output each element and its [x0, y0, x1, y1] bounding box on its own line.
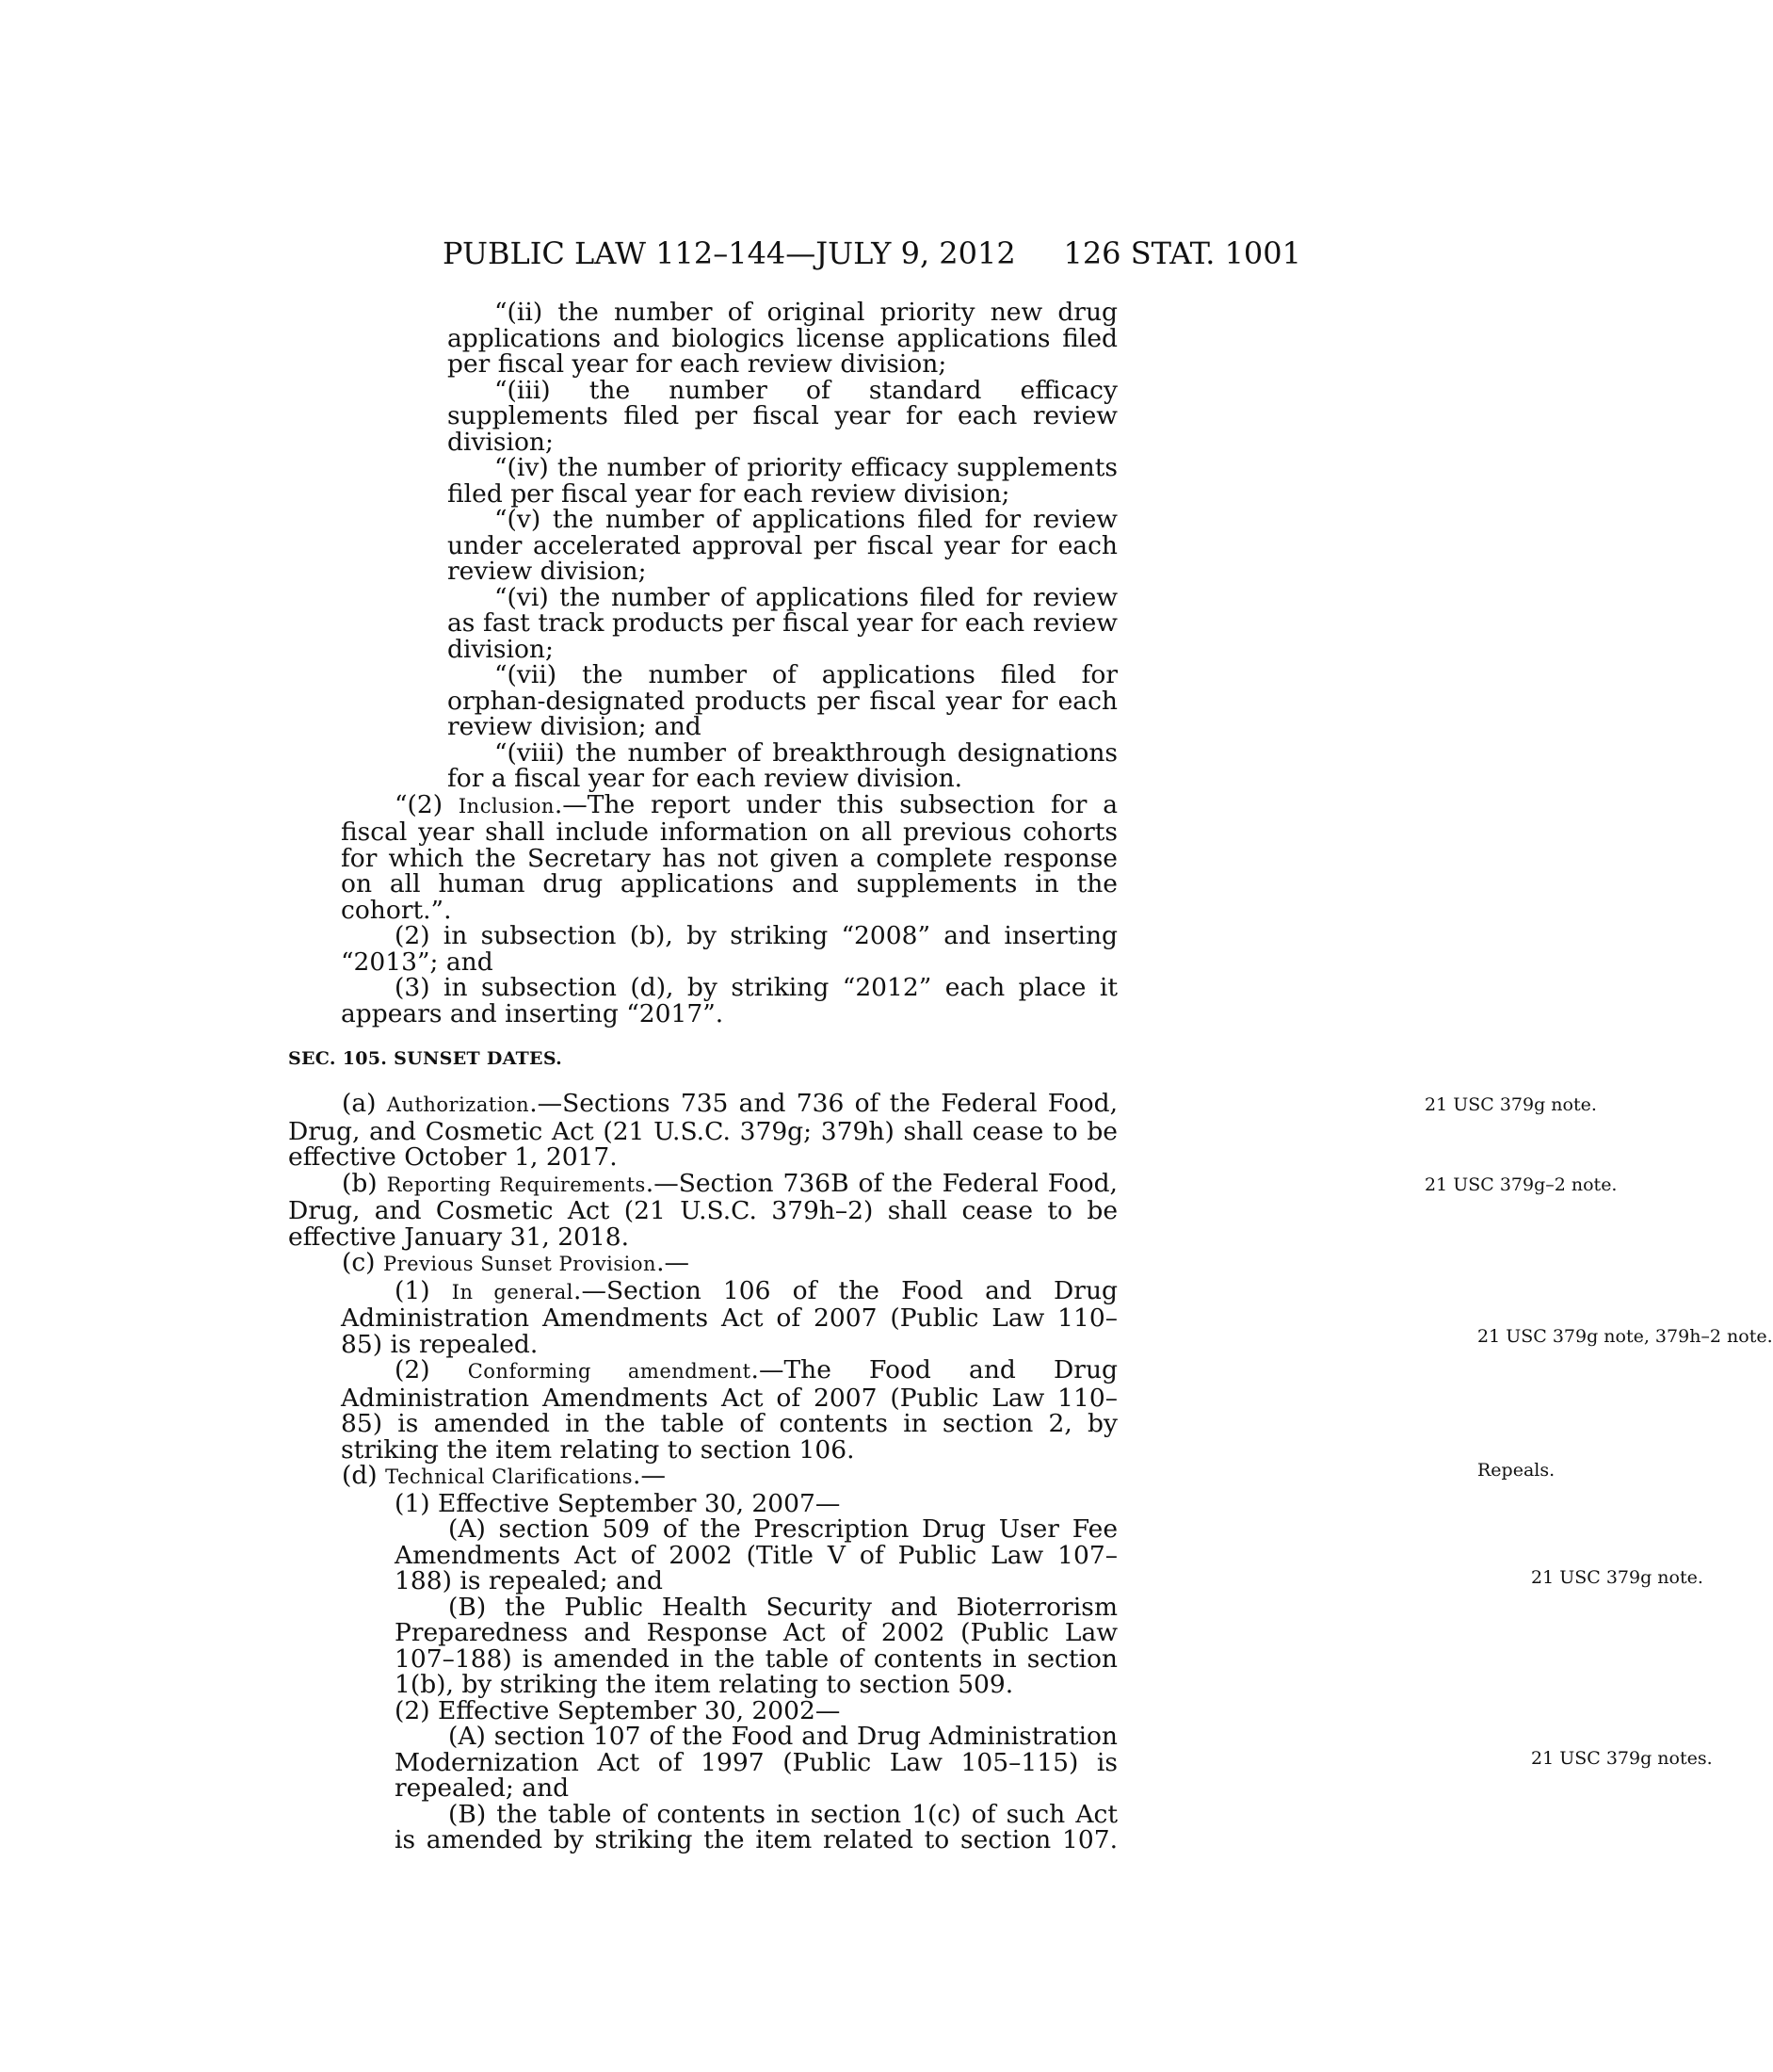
paragraph-inclusion — [341, 789, 1118, 925]
subsection-d-text: .— — [633, 1461, 666, 1490]
paragraph-c1-text: .—Section 106 of the Food and Drug Administration Amendments Act of 2007 (Public Law 110–85) is repealed. — [341, 1275, 1118, 1359]
paragraph-d1: (1) Effective September 30, 2007— — [395, 1488, 841, 1518]
page-number: 126 STAT. 1001 — [1063, 235, 1301, 271]
subsection-c — [288, 1250, 1118, 1278]
paragraph-d2A — [395, 1722, 1713, 1803]
paragraph-c2-heading: Conforming amendment — [467, 1360, 751, 1383]
paragraph-2: (2) in subsection (b), by striking “2008” and inserting “2013”; and — [341, 921, 1118, 977]
clause-ii: “(ii) the number of original priority new drug applications and biologics license applications filed per fiscal year for each review division; — [447, 298, 1118, 379]
clause-iii: “(iii) the number of standard efficacy supplements filed per fiscal year for each review division; — [447, 375, 1118, 457]
section-heading: SEC. 105. SUNSET DATES. — [288, 1048, 563, 1069]
subsection-a-lead: (a) — [342, 1089, 387, 1118]
paragraph-d1A-text: (A) section 509 of the Prescription Drug User Fee Amendments Act of 2002 (Title V of Public Law 107–188) is repealed; and — [395, 1514, 1118, 1595]
margin-note-b: 21 USC 379g–2 note. — [1425, 1174, 1618, 1195]
subsection-b-heading: Reporting Requirements — [386, 1173, 646, 1196]
clause-viii: “(viii) the number of breakthrough designations for a fiscal year for each review division. — [447, 737, 1118, 793]
paragraph-c1-lead: (1) — [395, 1275, 452, 1305]
paragraph-c1-heading: In general — [451, 1280, 574, 1303]
clause-vii: “(vii) the number of applications filed for orphan-designated products per fiscal year for each review division; and — [447, 660, 1118, 741]
clause-iv: “(iv) the number of priority efficacy supplements filed per fiscal year for each review division; — [447, 453, 1118, 509]
paragraph-d2A-text: (A) section 107 of the Food and Drug Administration Modernization Act of 1997 (Public Law 105–115) is repealed; and — [395, 1722, 1118, 1803]
subsection-c-text: .— — [656, 1248, 689, 1277]
subsection-c-heading: Previous Sunset Provision — [382, 1253, 657, 1275]
subsection-a-text: .—Sections 735 and 736 of the Federal Food, Drug, and Cosmetic Act (21 U.S.C. 379g; 379h) shall cease to be effective October 1, 2017. — [288, 1089, 1118, 1172]
subsection-a-heading: Authorization — [386, 1093, 530, 1116]
subsection-b-lead: (b) — [342, 1168, 387, 1198]
subsection-a — [288, 1089, 1597, 1172]
paragraph-d2: (2) Effective September 30, 2002— — [395, 1695, 841, 1725]
clause-vi: “(vi) the number of applications filed for review as fast track products per fiscal year for each review division; — [447, 582, 1118, 664]
inclusion-lead: “(2) — [395, 789, 459, 819]
margin-note-d2A: 21 USC 379g notes. — [1531, 1748, 1713, 1769]
margin-note-c1: 21 USC 379g note, 379h–2 note. — [1477, 1325, 1773, 1347]
subsection-d-lead: (d) — [342, 1461, 386, 1490]
paragraph-d1B: (B) the Public Health Security and Bioterrorism Preparedness and Response Act of 2002 (Public Law 107–188) is amended in the table of contents in section 1(b), by striking the item relating to section 509. — [395, 1592, 1118, 1699]
paragraph-c1 — [341, 1275, 1773, 1359]
paragraph-c2-lead: (2) — [395, 1355, 468, 1384]
paragraph-3: (3) in subsection (d), by striking “2012” each place it appears and inserting “2017”. — [341, 973, 1118, 1028]
paragraph-d2B: (B) the table of contents in section 1(c) of such Act is amended by striking the item related to section 107. — [395, 1799, 1118, 1854]
paragraph-c2-text: .—The Food and Drug Administration Amendments Act of 2007 (Public Law 110–85) is amended in the table of contents in section 2, by striking the item relating to section 106. — [341, 1355, 1118, 1465]
inclusion-text: .—The report under this subsection for a fiscal year shall include information on all previous cohorts for which the Secretary has not given a complete response on all human drug applications and supplements in the cohort.”. — [341, 789, 1118, 925]
paragraph-d1A — [395, 1514, 1703, 1595]
running-header-title: PUBLIC LAW 112–144—JULY 9, 2012 — [443, 235, 1016, 271]
margin-note-c2: Repeals. — [1477, 1460, 1555, 1481]
subsection-d-heading: Technical Clarifications — [385, 1465, 634, 1488]
subsection-c-lead: (c) — [342, 1248, 383, 1277]
margin-note-d1A: 21 USC 379g note. — [1531, 1567, 1703, 1588]
subsection-d — [288, 1463, 1118, 1491]
margin-note-a: 21 USC 379g note. — [1425, 1094, 1597, 1115]
subsection-b-text: .—Section 736B of the Federal Food, Drug, and Cosmetic Act (21 U.S.C. 379h–2) shall cease to be effective January 31, 2018. — [288, 1168, 1118, 1252]
document-body — [0, 298, 1773, 1854]
inclusion-heading: Inclusion — [458, 794, 555, 817]
subsection-b — [288, 1168, 1618, 1252]
clause-v: “(v) the number of applications filed for review under accelerated approval per fiscal year for each review division; — [447, 505, 1118, 586]
